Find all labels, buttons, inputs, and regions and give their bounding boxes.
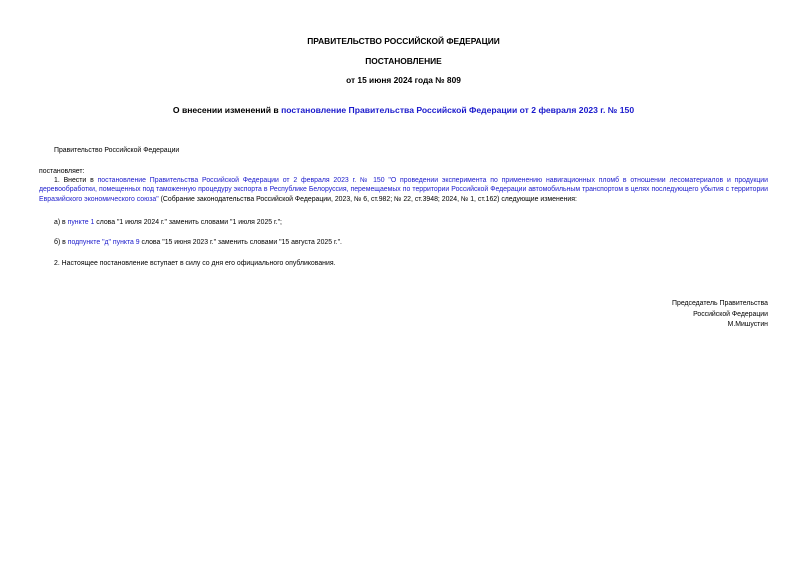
title-prefix: О внесении изменений в bbox=[172, 105, 282, 115]
item-b-suffix: слова "15 июня 2023 г." заменить словами "15 августа 2025 г.". bbox=[139, 239, 342, 246]
item-a-suffix: слова "1 июля 2024 г." заменить словами "1 июля 2025 г."; bbox=[94, 219, 282, 226]
item-b-link[interactable]: подпункте "д" пункта 9 bbox=[67, 239, 140, 246]
issuer-text: Правительство Российской Федерации bbox=[54, 147, 180, 154]
signature-organization: Российской Федерации bbox=[693, 310, 768, 318]
item-a-link[interactable]: пункте 1 bbox=[67, 219, 95, 226]
item-b-prefix: б) в bbox=[54, 239, 68, 246]
signature-block bbox=[672, 299, 768, 331]
item-b-paragraph bbox=[54, 238, 342, 247]
item-1-prefix: 1. Внести в bbox=[54, 177, 98, 184]
document-type-heading: ПОСТАНОВЛЕНИЕ bbox=[365, 56, 442, 66]
resolves-text: постановляет: bbox=[39, 168, 85, 175]
item-2-paragraph: 2. Настоящее постановление вступает в силу со дня его официального опубликования. bbox=[54, 260, 336, 267]
item-1-link[interactable]: постановление Правительства Российской Федерации от 2 февраля 2023 г. № 150 "О проведении эксперимента по применению навигационных пломб в отношении лесоматериалов и продукции деревообработки, помещенных под таможенную процедуру экспорта в Республике Белоруссия, перемещаемых по территории Российской Федерации автомобильным транспортом в целях последующего убытия с территории Евразийского экономического союза" bbox=[39, 177, 768, 203]
item-1-suffix: (Собрание законодательства Российской Федерации, 2023, № 6, ст.982; № 22, ст.3948; 2024, № 1, ст.162) следующие изменения: bbox=[158, 195, 577, 203]
item-a-prefix: а) в bbox=[54, 219, 68, 226]
government-heading: ПРАВИТЕЛЬСТВО РОССИЙСКОЙ ФЕДЕРАЦИИ bbox=[307, 36, 500, 46]
signature-position: Председатель Правительства bbox=[672, 300, 768, 307]
document-title bbox=[0, 105, 807, 116]
item-1-paragraph bbox=[39, 176, 768, 204]
item-a-paragraph bbox=[54, 218, 282, 227]
date-number-heading: от 15 июня 2024 года № 809 bbox=[346, 75, 461, 85]
signature-name: М.Мишустин bbox=[727, 321, 768, 328]
title-link[interactable]: постановление Правительства Российской Федерации от 2 февраля 2023 г. № 150 bbox=[281, 105, 635, 115]
